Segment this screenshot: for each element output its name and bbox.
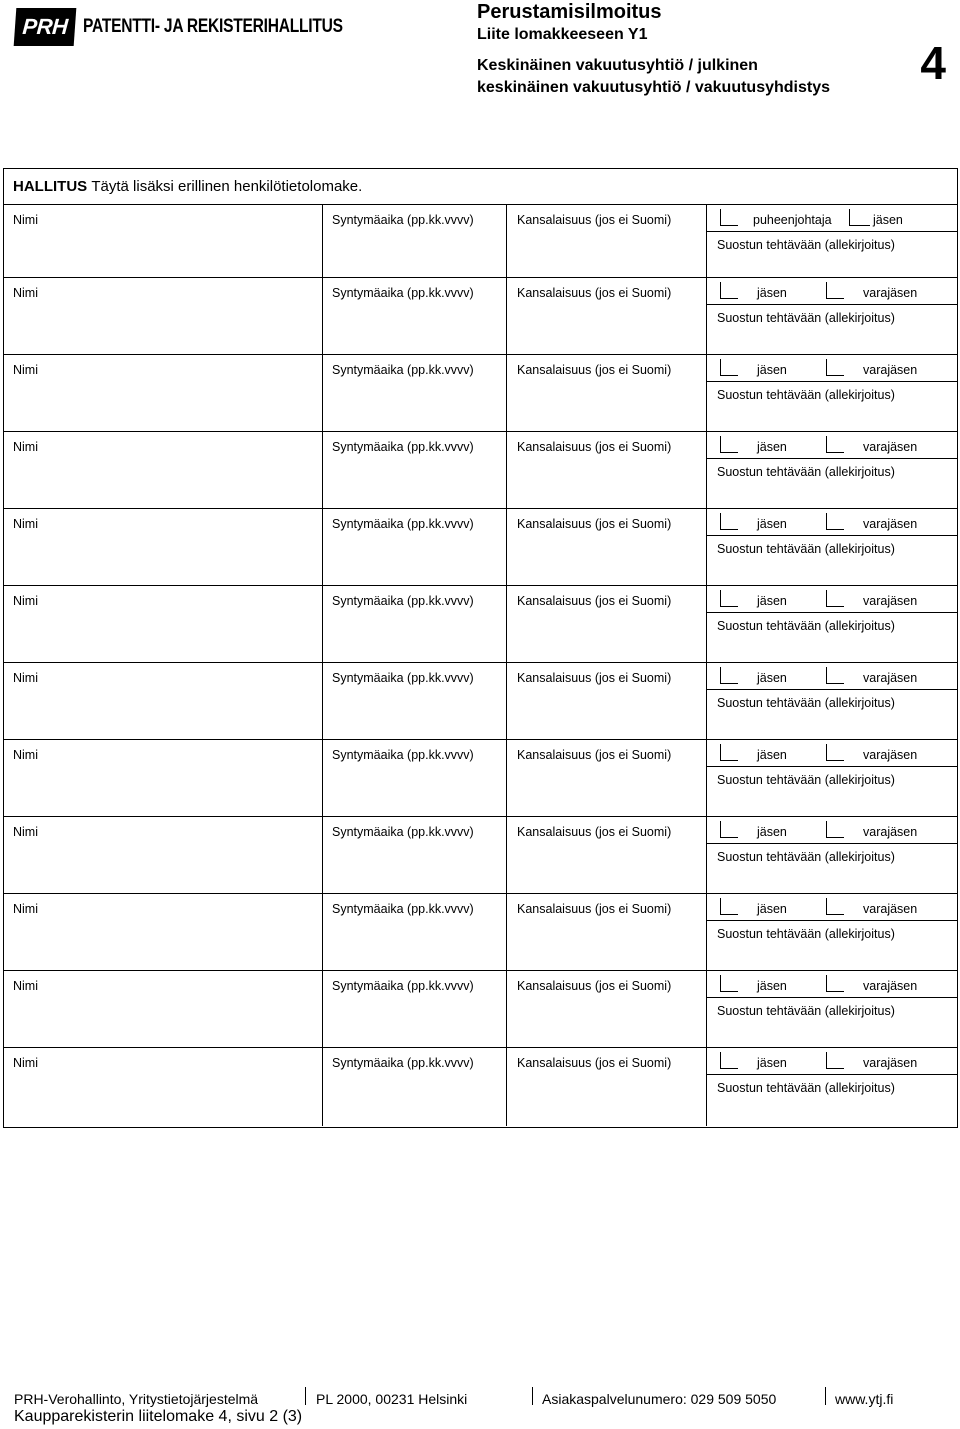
role-2-checkbox[interactable] — [826, 744, 844, 761]
role-1-checkbox[interactable] — [720, 209, 738, 226]
consent-signature-label: Suostun tehtävään (allekirjoitus) — [717, 542, 895, 556]
citizenship-label: Kansalaisuus (jos ei Suomi) — [517, 440, 672, 454]
role-2-label: varajäsen — [863, 748, 918, 762]
name-field[interactable] — [4, 740, 323, 816]
role-1-checkbox[interactable] — [720, 744, 738, 761]
citizenship-label: Kansalaisuus (jos ei Suomi) — [517, 671, 672, 685]
board-member-row — [4, 1048, 957, 1126]
consent-signature-label: Suostun tehtävään (allekirjoitus) — [717, 311, 895, 325]
role-cell — [706, 894, 957, 970]
citizenship-field[interactable] — [506, 740, 707, 816]
form-subtitle: Liite lomakkeeseen Y1 — [477, 26, 648, 43]
role-2-label: varajäsen — [863, 902, 918, 916]
consent-signature-label: Suostun tehtävään (allekirjoitus) — [717, 696, 895, 710]
role-2-label: jäsen — [873, 213, 903, 227]
birthdate-label: Syntymäaika (pp.kk.vvvv) — [332, 286, 474, 300]
footer-website[interactable]: www.ytj.fi — [835, 1391, 894, 1407]
birthdate-label: Syntymäaika (pp.kk.vvvv) — [332, 902, 474, 916]
role-1-checkbox[interactable] — [720, 821, 738, 838]
board-member-row — [4, 740, 957, 817]
role-2-checkbox[interactable] — [826, 1052, 844, 1069]
board-member-row — [4, 817, 957, 894]
birthdate-label: Syntymäaika (pp.kk.vvvv) — [332, 979, 474, 993]
birthdate-field[interactable] — [322, 355, 507, 431]
birthdate-field[interactable] — [322, 663, 507, 739]
role-options — [706, 817, 957, 844]
footer-page-note: Kaupparekisterin liitelomake 4, sivu 2 (3) — [14, 1408, 303, 1425]
board-member-row — [4, 509, 957, 586]
consent-signature-label: Suostun tehtävään (allekirjoitus) — [717, 927, 895, 941]
citizenship-field[interactable] — [506, 586, 707, 662]
role-options — [706, 432, 957, 459]
consent-signature-label: Suostun tehtävään (allekirjoitus) — [717, 850, 895, 864]
birthdate-field[interactable] — [322, 509, 507, 585]
citizenship-label: Kansalaisuus (jos ei Suomi) — [517, 979, 672, 993]
role-1-checkbox[interactable] — [720, 1052, 738, 1069]
name-field[interactable] — [4, 509, 323, 585]
role-1-checkbox[interactable] — [720, 975, 738, 992]
name-field[interactable] — [4, 817, 323, 893]
name-field[interactable] — [4, 432, 323, 508]
role-2-label: varajäsen — [863, 363, 918, 377]
birthdate-label: Syntymäaika (pp.kk.vvvv) — [332, 748, 474, 762]
citizenship-field[interactable] — [506, 817, 707, 893]
citizenship-field[interactable] — [506, 663, 707, 739]
citizenship-label: Kansalaisuus (jos ei Suomi) — [517, 748, 672, 762]
board-member-rows — [4, 205, 957, 1126]
role-options — [706, 355, 957, 382]
role-cell — [706, 1048, 957, 1126]
name-label: Nimi — [13, 594, 38, 608]
name-label: Nimi — [13, 825, 38, 839]
footer-separator — [532, 1387, 533, 1405]
consent-signature-label: Suostun tehtävään (allekirjoitus) — [717, 388, 895, 402]
name-field[interactable] — [4, 971, 323, 1047]
citizenship-field[interactable] — [506, 432, 707, 508]
name-label: Nimi — [13, 748, 38, 762]
name-field[interactable] — [4, 663, 323, 739]
birthdate-label: Syntymäaika (pp.kk.vvvv) — [332, 213, 474, 227]
role-2-checkbox[interactable] — [826, 359, 844, 376]
board-member-row — [4, 971, 957, 1048]
citizenship-field[interactable] — [506, 509, 707, 585]
role-options — [706, 205, 957, 232]
footer-separator — [305, 1387, 306, 1405]
name-field[interactable] — [4, 1048, 323, 1126]
citizenship-label: Kansalaisuus (jos ei Suomi) — [517, 517, 672, 531]
form-number: 4 — [920, 37, 946, 89]
role-2-checkbox[interactable] — [826, 436, 844, 453]
citizenship-field[interactable] — [506, 355, 707, 431]
role-2-checkbox[interactable] — [826, 282, 844, 299]
name-field[interactable] — [4, 586, 323, 662]
name-label: Nimi — [13, 440, 38, 454]
name-label: Nimi — [13, 671, 38, 685]
role-options — [706, 586, 957, 613]
citizenship-label: Kansalaisuus (jos ei Suomi) — [517, 825, 672, 839]
role-1-checkbox[interactable] — [720, 436, 738, 453]
citizenship-field[interactable] — [506, 278, 707, 354]
role-options — [706, 740, 957, 767]
role-2-label: varajäsen — [863, 517, 918, 531]
role-cell — [706, 586, 957, 662]
footer-phone: Asiakaspalvelunumero: 029 509 5050 — [542, 1391, 777, 1407]
board-heading-note: Täytä lisäksi erillinen henkilötietolomake. — [91, 178, 363, 195]
prh-logo-mark: PRH — [14, 8, 77, 46]
citizenship-field[interactable] — [506, 1048, 707, 1126]
consent-signature-label: Suostun tehtävään (allekirjoitus) — [717, 238, 895, 252]
role-2-label: varajäsen — [863, 671, 918, 685]
consent-signature-label: Suostun tehtävään (allekirjoitus) — [717, 465, 895, 479]
birthdate-field[interactable] — [322, 278, 507, 354]
citizenship-label: Kansalaisuus (jos ei Suomi) — [517, 213, 672, 227]
role-options — [706, 509, 957, 536]
role-cell — [706, 663, 957, 739]
role-1-checkbox[interactable] — [720, 590, 738, 607]
citizenship-label: Kansalaisuus (jos ei Suomi) — [517, 286, 672, 300]
citizenship-label: Kansalaisuus (jos ei Suomi) — [517, 594, 672, 608]
prh-logo-text: PATENTTI- JA REKISTERIHALLITUS — [83, 16, 343, 37]
name-label: Nimi — [13, 979, 38, 993]
role-options — [706, 278, 957, 305]
birthdate-label: Syntymäaika (pp.kk.vvvv) — [332, 671, 474, 685]
role-2-label: varajäsen — [863, 979, 918, 993]
birthdate-label: Syntymäaika (pp.kk.vvvv) — [332, 517, 474, 531]
birthdate-field[interactable] — [322, 740, 507, 816]
consent-signature-label: Suostun tehtävään (allekirjoitus) — [717, 1081, 895, 1095]
role-1-label: jäsen — [757, 517, 787, 531]
title-block — [477, 0, 837, 99]
role-2-label: varajäsen — [863, 286, 918, 300]
role-1-checkbox[interactable] — [720, 898, 738, 915]
role-cell — [706, 205, 957, 277]
role-1-label: jäsen — [757, 363, 787, 377]
consent-signature-label: Suostun tehtävään (allekirjoitus) — [717, 619, 895, 633]
birthdate-field[interactable] — [322, 1048, 507, 1126]
board-heading-title: HALLITUS — [13, 178, 88, 195]
role-1-label: jäsen — [757, 594, 787, 608]
role-2-checkbox[interactable] — [826, 975, 844, 992]
form-type: Keskinäinen vakuutusyhtiö / julkinen keskinäinen vakuutusyhtiö / vakuutusyhdistys — [477, 57, 830, 96]
birthdate-label: Syntymäaika (pp.kk.vvvv) — [332, 825, 474, 839]
board-member-row — [4, 355, 957, 432]
citizenship-label: Kansalaisuus (jos ei Suomi) — [517, 1056, 672, 1070]
birthdate-field[interactable] — [322, 432, 507, 508]
board-member-row — [4, 663, 957, 740]
role-2-checkbox[interactable] — [826, 667, 844, 684]
board-table — [3, 168, 958, 1128]
citizenship-label: Kansalaisuus (jos ei Suomi) — [517, 363, 672, 377]
role-1-label: puheenjohtaja — [753, 213, 832, 227]
birthdate-label: Syntymäaika (pp.kk.vvvv) — [332, 1056, 474, 1070]
name-label: Nimi — [13, 363, 38, 377]
role-1-label: jäsen — [757, 440, 787, 454]
role-2-checkbox[interactable] — [849, 209, 870, 226]
role-2-checkbox[interactable] — [826, 821, 844, 838]
board-member-row — [4, 894, 957, 971]
role-2-checkbox[interactable] — [826, 513, 844, 530]
role-options — [706, 971, 957, 998]
role-cell — [706, 355, 957, 431]
role-options — [706, 1048, 957, 1075]
role-2-label: varajäsen — [863, 594, 918, 608]
citizenship-label: Kansalaisuus (jos ei Suomi) — [517, 902, 672, 916]
name-label: Nimi — [13, 213, 38, 227]
role-cell — [706, 817, 957, 893]
role-1-checkbox[interactable] — [720, 667, 738, 684]
role-1-label: jäsen — [757, 671, 787, 685]
role-2-label: varajäsen — [863, 1056, 918, 1070]
name-label: Nimi — [13, 1056, 38, 1070]
role-cell — [706, 509, 957, 585]
role-cell — [706, 971, 957, 1047]
role-1-label: jäsen — [757, 902, 787, 916]
role-2-checkbox[interactable] — [826, 590, 844, 607]
board-heading — [4, 169, 957, 205]
board-member-row — [4, 205, 957, 278]
birthdate-field[interactable] — [322, 205, 507, 277]
role-1-checkbox[interactable] — [720, 282, 738, 299]
name-field[interactable] — [4, 894, 323, 970]
footer-organization: PRH-Verohallinto, Yritystietojärjestelmä — [14, 1391, 259, 1407]
form-title: Perustamisilmoitus — [477, 1, 662, 23]
role-2-label: varajäsen — [863, 825, 918, 839]
board-member-row — [4, 586, 957, 663]
role-options — [706, 663, 957, 690]
role-1-label: jäsen — [757, 979, 787, 993]
consent-signature-label: Suostun tehtävään (allekirjoitus) — [717, 1004, 895, 1018]
role-1-label: jäsen — [757, 748, 787, 762]
role-1-checkbox[interactable] — [720, 513, 738, 530]
role-cell — [706, 432, 957, 508]
name-label: Nimi — [13, 517, 38, 531]
name-field[interactable] — [4, 355, 323, 431]
role-cell — [706, 740, 957, 816]
footer-address: PL 2000, 00231 Helsinki — [316, 1391, 468, 1407]
birthdate-field[interactable] — [322, 817, 507, 893]
role-1-label: jäsen — [757, 1056, 787, 1070]
name-field[interactable] — [4, 278, 323, 354]
prh-logo — [15, 6, 400, 48]
birthdate-label: Syntymäaika (pp.kk.vvvv) — [332, 363, 474, 377]
board-member-row — [4, 278, 957, 355]
name-field[interactable] — [4, 205, 323, 277]
citizenship-field[interactable] — [506, 971, 707, 1047]
birthdate-field[interactable] — [322, 894, 507, 970]
role-2-checkbox[interactable] — [826, 898, 844, 915]
name-label: Nimi — [13, 286, 38, 300]
board-member-row — [4, 432, 957, 509]
role-cell — [706, 278, 957, 354]
footer-separator — [825, 1387, 826, 1405]
role-1-checkbox[interactable] — [720, 359, 738, 376]
role-1-label: jäsen — [757, 286, 787, 300]
birthdate-field[interactable] — [322, 971, 507, 1047]
role-1-label: jäsen — [757, 825, 787, 839]
citizenship-field[interactable] — [506, 894, 707, 970]
birthdate-field[interactable] — [322, 586, 507, 662]
citizenship-field[interactable] — [506, 205, 707, 277]
name-label: Nimi — [13, 902, 38, 916]
birthdate-label: Syntymäaika (pp.kk.vvvv) — [332, 440, 474, 454]
footer — [14, 1387, 944, 1409]
role-2-label: varajäsen — [863, 440, 918, 454]
role-options — [706, 894, 957, 921]
birthdate-label: Syntymäaika (pp.kk.vvvv) — [332, 594, 474, 608]
consent-signature-label: Suostun tehtävään (allekirjoitus) — [717, 773, 895, 787]
